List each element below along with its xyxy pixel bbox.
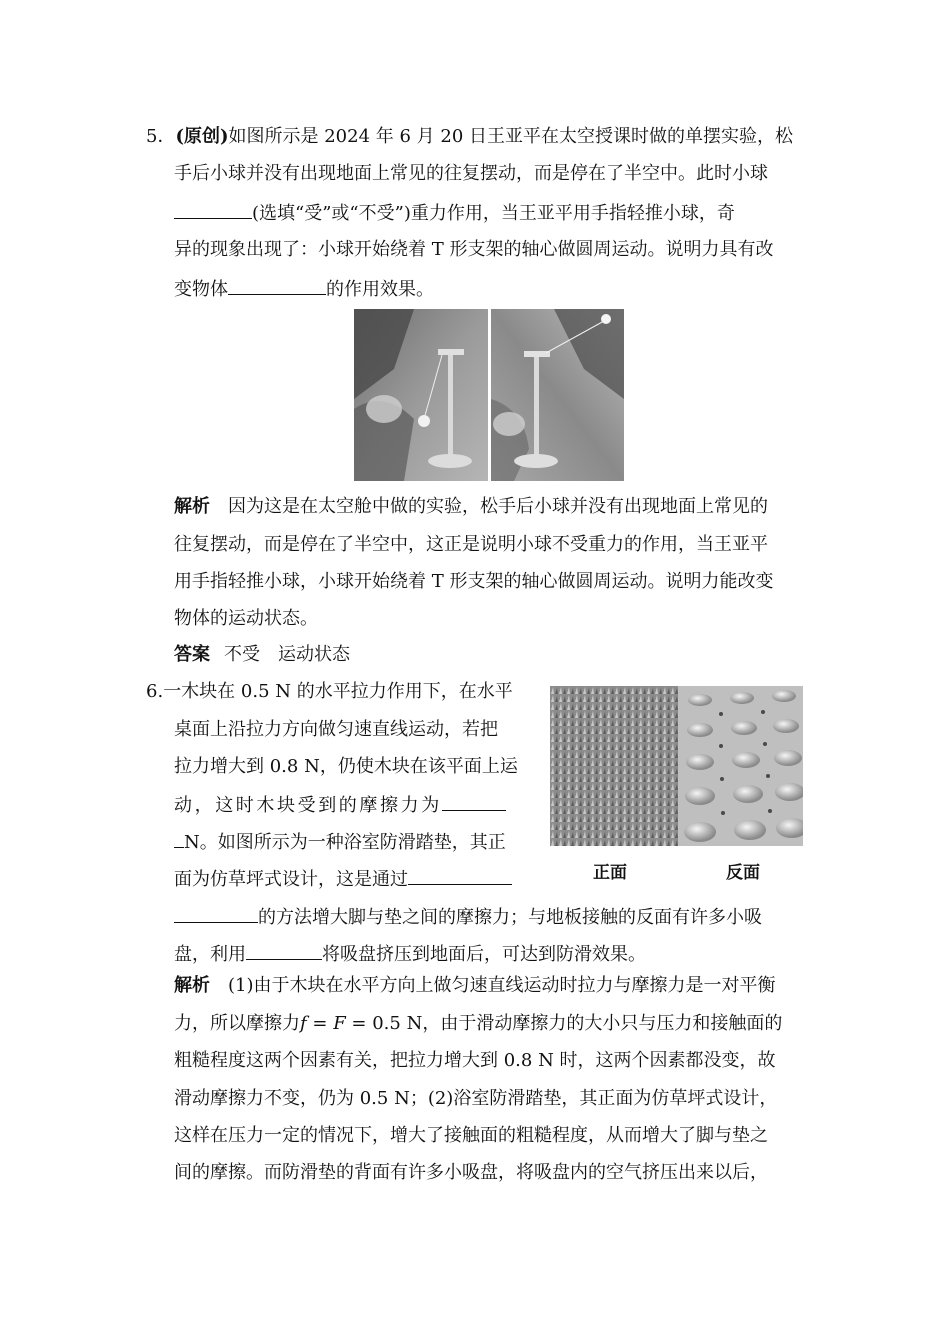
q5-text-5a: 变物体 [174,279,228,300]
q6-line-1 [146,680,513,704]
q6-line-4 [174,792,506,818]
caption-back: 反面 [726,863,760,883]
q6-text-4: 动，这时木块受到的摩擦力为 [174,795,442,816]
q6-line-7 [174,904,762,930]
q5-number: 5． [146,126,176,147]
q6-analysis-text-2b: = 0.5 N，由于滑动摩擦力的大小只与压力和接触面的 [345,1013,783,1034]
q5-answer-text: 不受 运动状态 [224,644,350,665]
q5-tag: (原创) [175,126,229,147]
q6-analysis-line-5: 这样在压力一定的情况下，增大了接触面的粗糙程度，从而增大了脚与垫之 [174,1125,768,1146]
q6-number: 6. [146,681,164,702]
q6-text-7: 的方法增大脚与垫之间的摩擦力；与地板接触的反面有许多小吸 [258,907,762,928]
q6-analysis-line-6: 间的摩擦。而防滑垫的背面有许多小吸盘，将吸盘内的空气挤压出来以后， [174,1162,768,1183]
q5-text-5b: 的作用效果。 [326,279,434,300]
q6-blank-1-cont[interactable] [174,829,184,848]
q6-analysis-label: 解析 [174,975,210,996]
q6-blank-2-cont[interactable] [174,904,258,923]
q5-line-5 [174,276,434,302]
q6-line-6 [174,866,512,892]
q6-text-6: 面为仿草坪式设计，这是通过 [174,869,408,890]
pendulum-photo [354,309,624,481]
q5-answer-line [174,643,350,667]
q5-blank-2[interactable] [228,276,326,295]
q6-line-3: 拉力增大到 0.8 N，仍使木块在该平面上运 [174,756,518,777]
q5-line-2: 手后小球并没有出现地面上常见的往复摆动，而是停在了半空中。此时小球 [174,163,768,184]
q6-analysis-text-2a: 力，所以摩擦力 [174,1013,300,1034]
q6-line-2: 桌面上沿拉力方向做匀速直线运动，若把 [174,719,498,740]
q5-blank-1[interactable] [174,200,252,219]
q6-analysis-line-3: 粗糙程度这两个因素有关，把拉力增大到 0.8 N 时，这两个因素都没变，故 [174,1050,776,1071]
q6-line-5 [174,829,506,855]
q6-equals: = [306,1013,334,1034]
q6-analysis-text-1: (1)由于木块在水平方向上做匀速直线运动时拉力与摩擦力是一对平衡 [228,975,776,996]
q6-text-8a: 盘，利用 [174,944,246,965]
bath-mat-photo [550,686,803,846]
bath-mat-photo-svg [550,686,803,846]
q5-analysis-line-4: 物体的运动状态。 [174,608,318,629]
q6-text-5: N。如图所示为一种浴室防滑踏垫，其正 [184,832,506,853]
q5-text-3: (选填“受”或“不受”)重力作用，当王亚平用手指轻推小球，奇 [252,203,735,224]
q5-answer-label: 答案 [174,644,210,665]
q6-analysis-line-2 [174,1012,782,1036]
q6-symbol-f: f [300,1013,307,1034]
q6-text-8b: 将吸盘挤压到地面后，可达到防滑效果。 [322,944,646,965]
q5-line-3 [174,200,735,226]
q6-line-8 [174,941,646,967]
q5-analysis-line-2: 往复摆动，而是停在了半空中，这正是说明小球不受重力的作用，当王亚平 [174,534,768,555]
q6-blank-1[interactable] [442,792,506,811]
q6-text-1: 一木块在 0.5 N 的水平拉力作用下，在水平 [163,681,513,702]
q5-analysis-label: 解析 [174,496,210,517]
caption-front: 正面 [593,863,627,883]
q6-blank-3[interactable] [246,941,322,960]
pendulum-photo-svg [354,309,624,481]
q5-analysis-text-1: 因为这是在太空舱中做的实验，松手后小球并没有出现地面上常见的 [228,496,768,517]
q5-analysis-line-3: 用手指轻推小球，小球开始绕着 T 形支架的轴心做圆周运动。说明力能改变 [174,571,774,592]
q6-blank-2[interactable] [408,866,512,885]
q6-analysis-line-4: 滑动摩擦力不变，仍为 0.5 N；(2)浴室防滑踏垫，其正面为仿草坪式设计， [174,1088,778,1109]
q5-analysis-line-1 [174,495,768,519]
q5-line-4: 异的现象出现了：小球开始绕着 T 形支架的轴心做圆周运动。说明力具有改 [174,239,774,260]
q5-line-1 [146,125,793,149]
q5-text-1: 如图所示是 2024 年 6 月 20 日王亚平在太空授课时做的单摆实验，松 [228,126,793,147]
q6-analysis-line-1 [174,974,776,998]
q6-symbol-F: F [333,1013,346,1034]
